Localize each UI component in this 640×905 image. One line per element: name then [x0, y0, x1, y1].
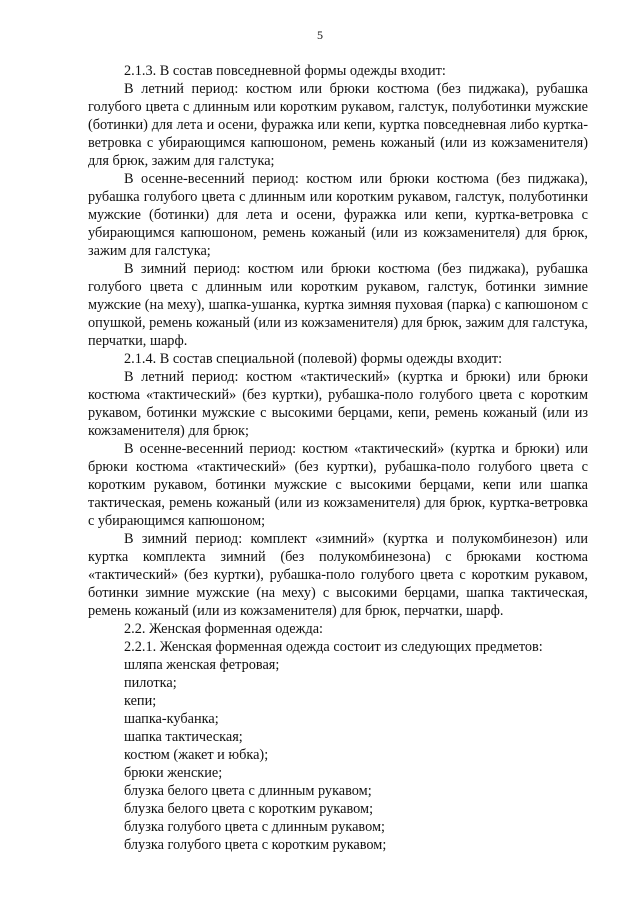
- list-item: блузка белого цвета с длинным рукавом;: [124, 783, 372, 799]
- section-heading-2-1-4: 2.1.4. В состав специальной (полевой) формы одежды входит:: [124, 351, 503, 367]
- womens-uniform-list: [88, 656, 588, 854]
- list-item: кепи;: [124, 693, 157, 709]
- section-heading-2-2-1: 2.2.1. Женская форменная одежда состоит из следующих предметов:: [124, 639, 543, 655]
- section-heading-2-1-3: 2.1.3. В состав повседневной формы одежды входит:: [124, 63, 446, 79]
- paragraph-winter-everyday: В зимний период: костюм или брюки костюма (без пиджака), рубашка голубого цвета с длинным или коротким рукавом, галстук, ботинки зимние мужские (на меху), шапка-ушанка, куртка зимняя пуховая (парка) с капюшоном с опушкой, ремень кожаный (или из кожзаменителя) для брюк, зажим для галстука, перчатки, шарф.: [88, 261, 588, 349]
- list-item: блузка голубого цвета с коротким рукавом;: [124, 837, 387, 853]
- list-item: шляпа женская фетровая;: [124, 657, 280, 673]
- paragraph-summer-field: В летний период: костюм «тактический» (куртка и брюки) или брюки костюма «тактический» (без куртки), рубашка-поло голубого цвета с коротким рукавом, ботинки мужские с высокими берцами, кепи, ремень кожаный (или из кожзаменителя) для брюк;: [88, 369, 588, 439]
- paragraph-autumn-spring-everyday: В осенне-весенний период: костюм или брюки костюма (без пиджака), рубашка голубого цвета с длинным или коротким рукавом, галстук, полуботинки мужские (ботинки) для лета и осени, фуражка или кепи, куртка-ветровка с убирающимся капюшоном, ремень кожаный (или из кожзаменителя) для брюк, зажим для галстука;: [88, 171, 588, 259]
- list-item: пилотка;: [124, 675, 177, 691]
- list-item: блузка белого цвета с коротким рукавом;: [124, 801, 374, 817]
- page-number: 5: [317, 28, 323, 42]
- list-item: шапка тактическая;: [124, 729, 243, 745]
- list-item: блузка голубого цвета с длинным рукавом;: [124, 819, 385, 835]
- section-heading-2-2: 2.2. Женская форменная одежда:: [124, 621, 324, 637]
- paragraph-winter-field: В зимний период: комплект «зимний» (куртка и полукомбинезон) или куртка комплекта зимний (без полукомбинезона) с брюками костюма «тактический» (без куртки), рубашка-поло голубого цвета с коротким рукавом, ботинки зимние мужские (на меху) с высокими берцами, шапка тактическая, ремень кожаный (или из кожзаменителя) для брюк, перчатки, шарф.: [88, 531, 588, 619]
- document-body: [88, 62, 588, 854]
- paragraph-autumn-spring-field: В осенне-весенний период: костюм «тактический» (куртка и брюки) или брюки костюма «тактический» (без куртки), рубашка-поло голубого цвета с коротким рукавом, ботинки мужские с высокими берцами, кепи или шапка тактическая, ремень кожаный (или из кожзаменителя) для брюк, куртка-ветровка с убирающимся капюшоном;: [88, 441, 588, 529]
- paragraph-summer-everyday: В летний период: костюм или брюки костюма (без пиджака), рубашка голубого цвета с длинным или коротким рукавом, галстук, полуботинки мужские (ботинки) для лета и осени, фуражка или кепи, куртка повседневная либо куртка-ветровка с убирающимся капюшоном, ремень кожаный (или из кожзаменителя) для брюк, зажим для галстука;: [88, 81, 588, 169]
- list-item: костюм (жакет и юбка);: [124, 747, 269, 763]
- list-item: шапка-кубанка;: [124, 711, 219, 727]
- list-item: брюки женские;: [124, 765, 223, 781]
